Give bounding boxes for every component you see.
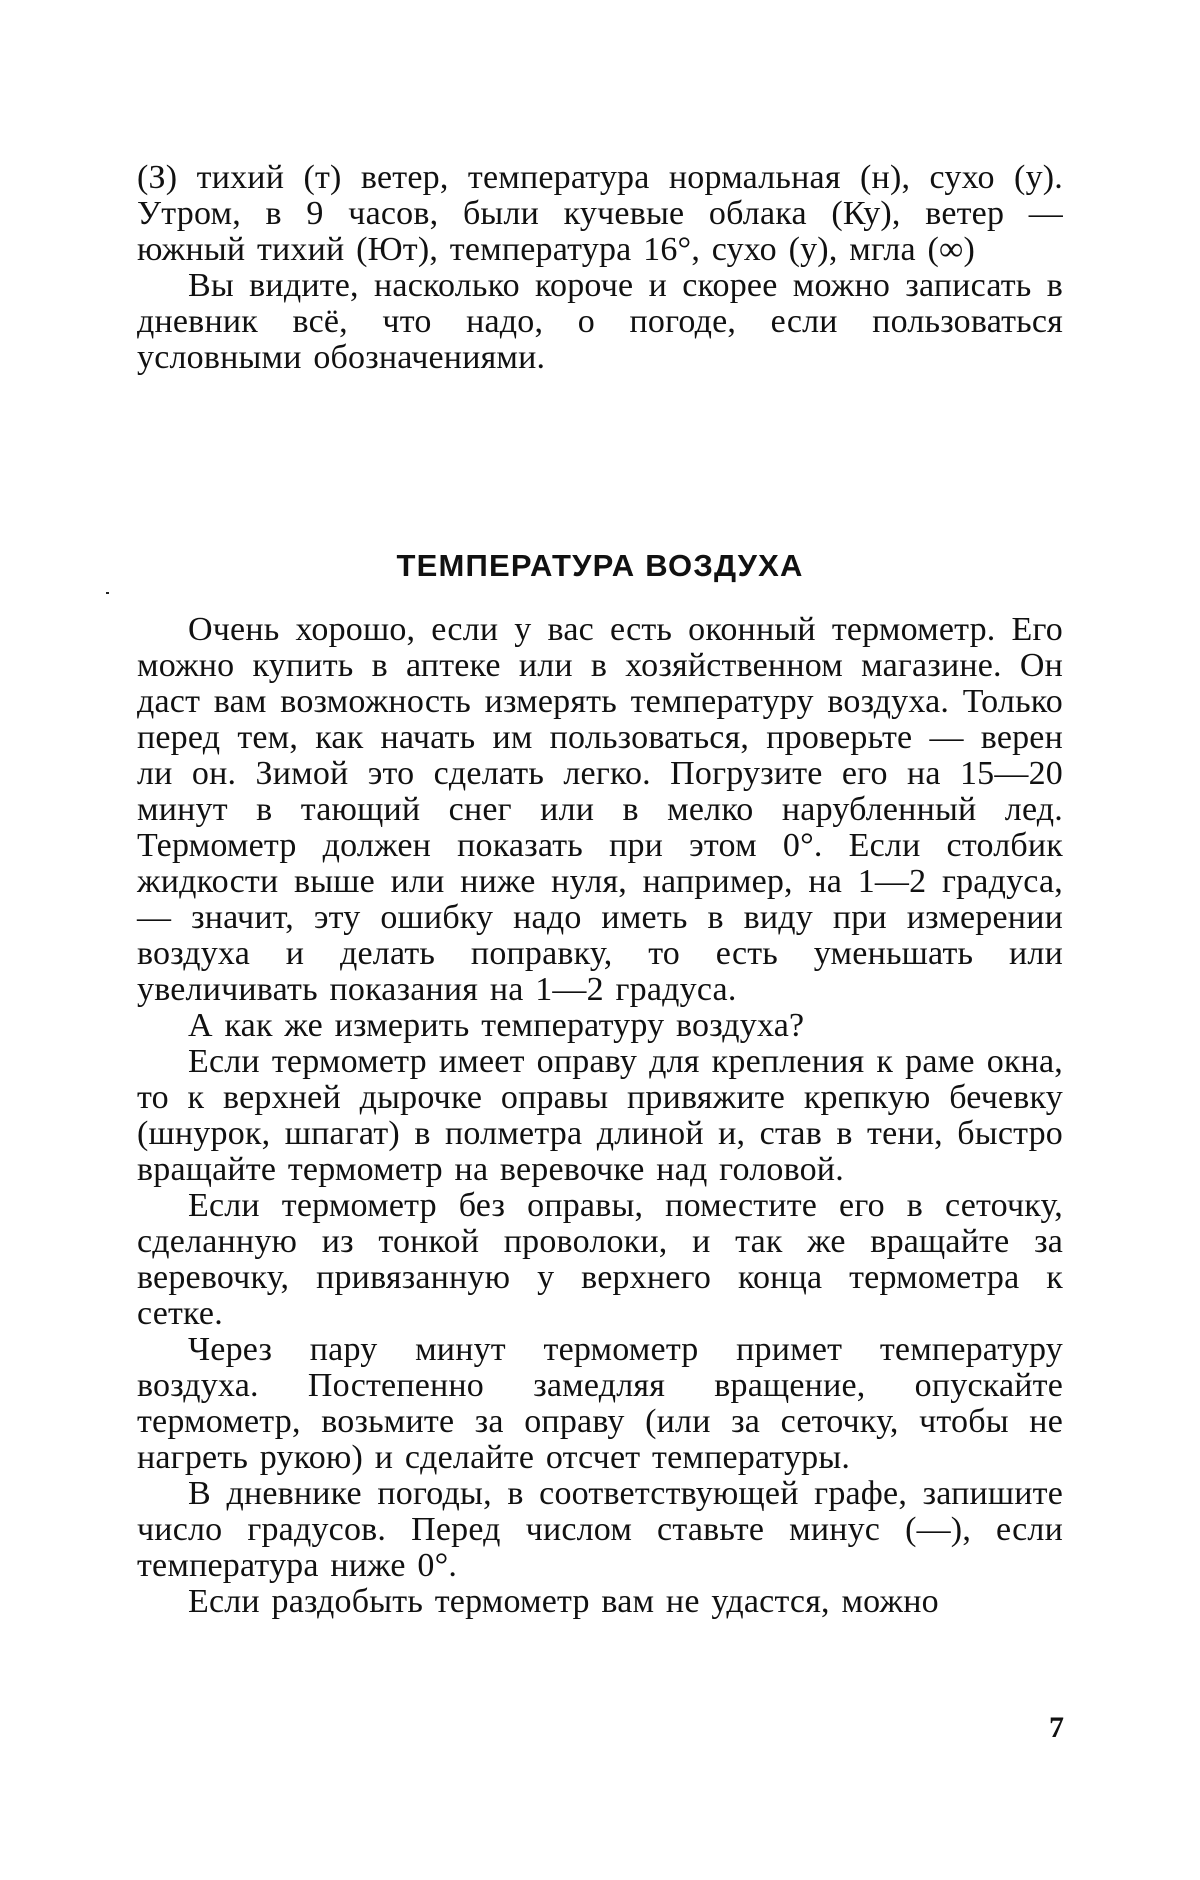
section-heading: ТЕМПЕРАТУРА ВОЗДУХА	[0, 548, 1200, 584]
intro-text-block	[137, 160, 1063, 376]
paragraph-window-thermometer: Очень хорошо, если у вас есть оконный термометр. Его можно купить в аптеке или в хозяйственном магазине. Он даст вам возможность измерять температуру воздуха. Только перед тем, как начать им пользоваться, проверьте — верен ли он. Зимой это сделать легко. Погрузите его на 15—20 минут в тающий снег или в мелко нарубленный лед. Термометр должен показать при этом 0°. Если столбик жидкости выше или ниже нуля, например, на 1—2 градуса, — значит, эту ошибку надо иметь в виду при измерении воздуха и делать поправку, то есть уменьшать или увеличивать показания на 1—2 градуса.	[137, 612, 1063, 1008]
paragraph-diary-entry: В дневнике погоды, в соответствующей графе, запишите число градусов. Перед числом ставьте минус (—), если температура ниже 0°.	[137, 1476, 1063, 1584]
paragraph-question: А как же измерить температуру воздуха?	[137, 1008, 1063, 1044]
print-speck	[106, 592, 109, 594]
weather-notation-paragraph: (З) тихий (т) ветер, температура нормальная (н), сухо (у). Утром, в 9 часов, были кучевые облака (Ку), ветер — южный тихий (Ют), температура 16°, сухо (у), мгла (∞)	[137, 160, 1063, 268]
paragraph-mesh-method: Если термометр без оправы, поместите его в сеточку, сделанную из тонкой проволоки, и так же вращайте за веревочку, привязанную у верхнего конца термометра к сетке.	[137, 1188, 1063, 1332]
main-text-block	[137, 612, 1063, 1620]
page-number: 7	[1034, 1713, 1064, 1743]
notation-summary-paragraph: Вы видите, насколько короче и скорее можно записать в дневник всё, что надо, о погоде, если пользоваться условными обозначениями.	[137, 268, 1063, 376]
paragraph-reading: Через пару минут термометр примет температуру воздуха. Постепенно замедляя вращение, опускайте термометр, возьмите за оправу (или за сеточку, чтобы не нагреть рукою) и сделайте отсчет температуры.	[137, 1332, 1063, 1476]
book-page	[0, 0, 1200, 1880]
paragraph-continued: Если раздобыть термометр вам не удастся, можно	[137, 1584, 1063, 1620]
paragraph-frame-method: Если термометр имеет оправу для крепления к раме окна, то к верхней дырочке оправы привяжите крепкую бечевку (шнурок, шпагат) в полметра длиной и, став в тени, быстро вращайте термометр на веревочке над головой.	[137, 1044, 1063, 1188]
